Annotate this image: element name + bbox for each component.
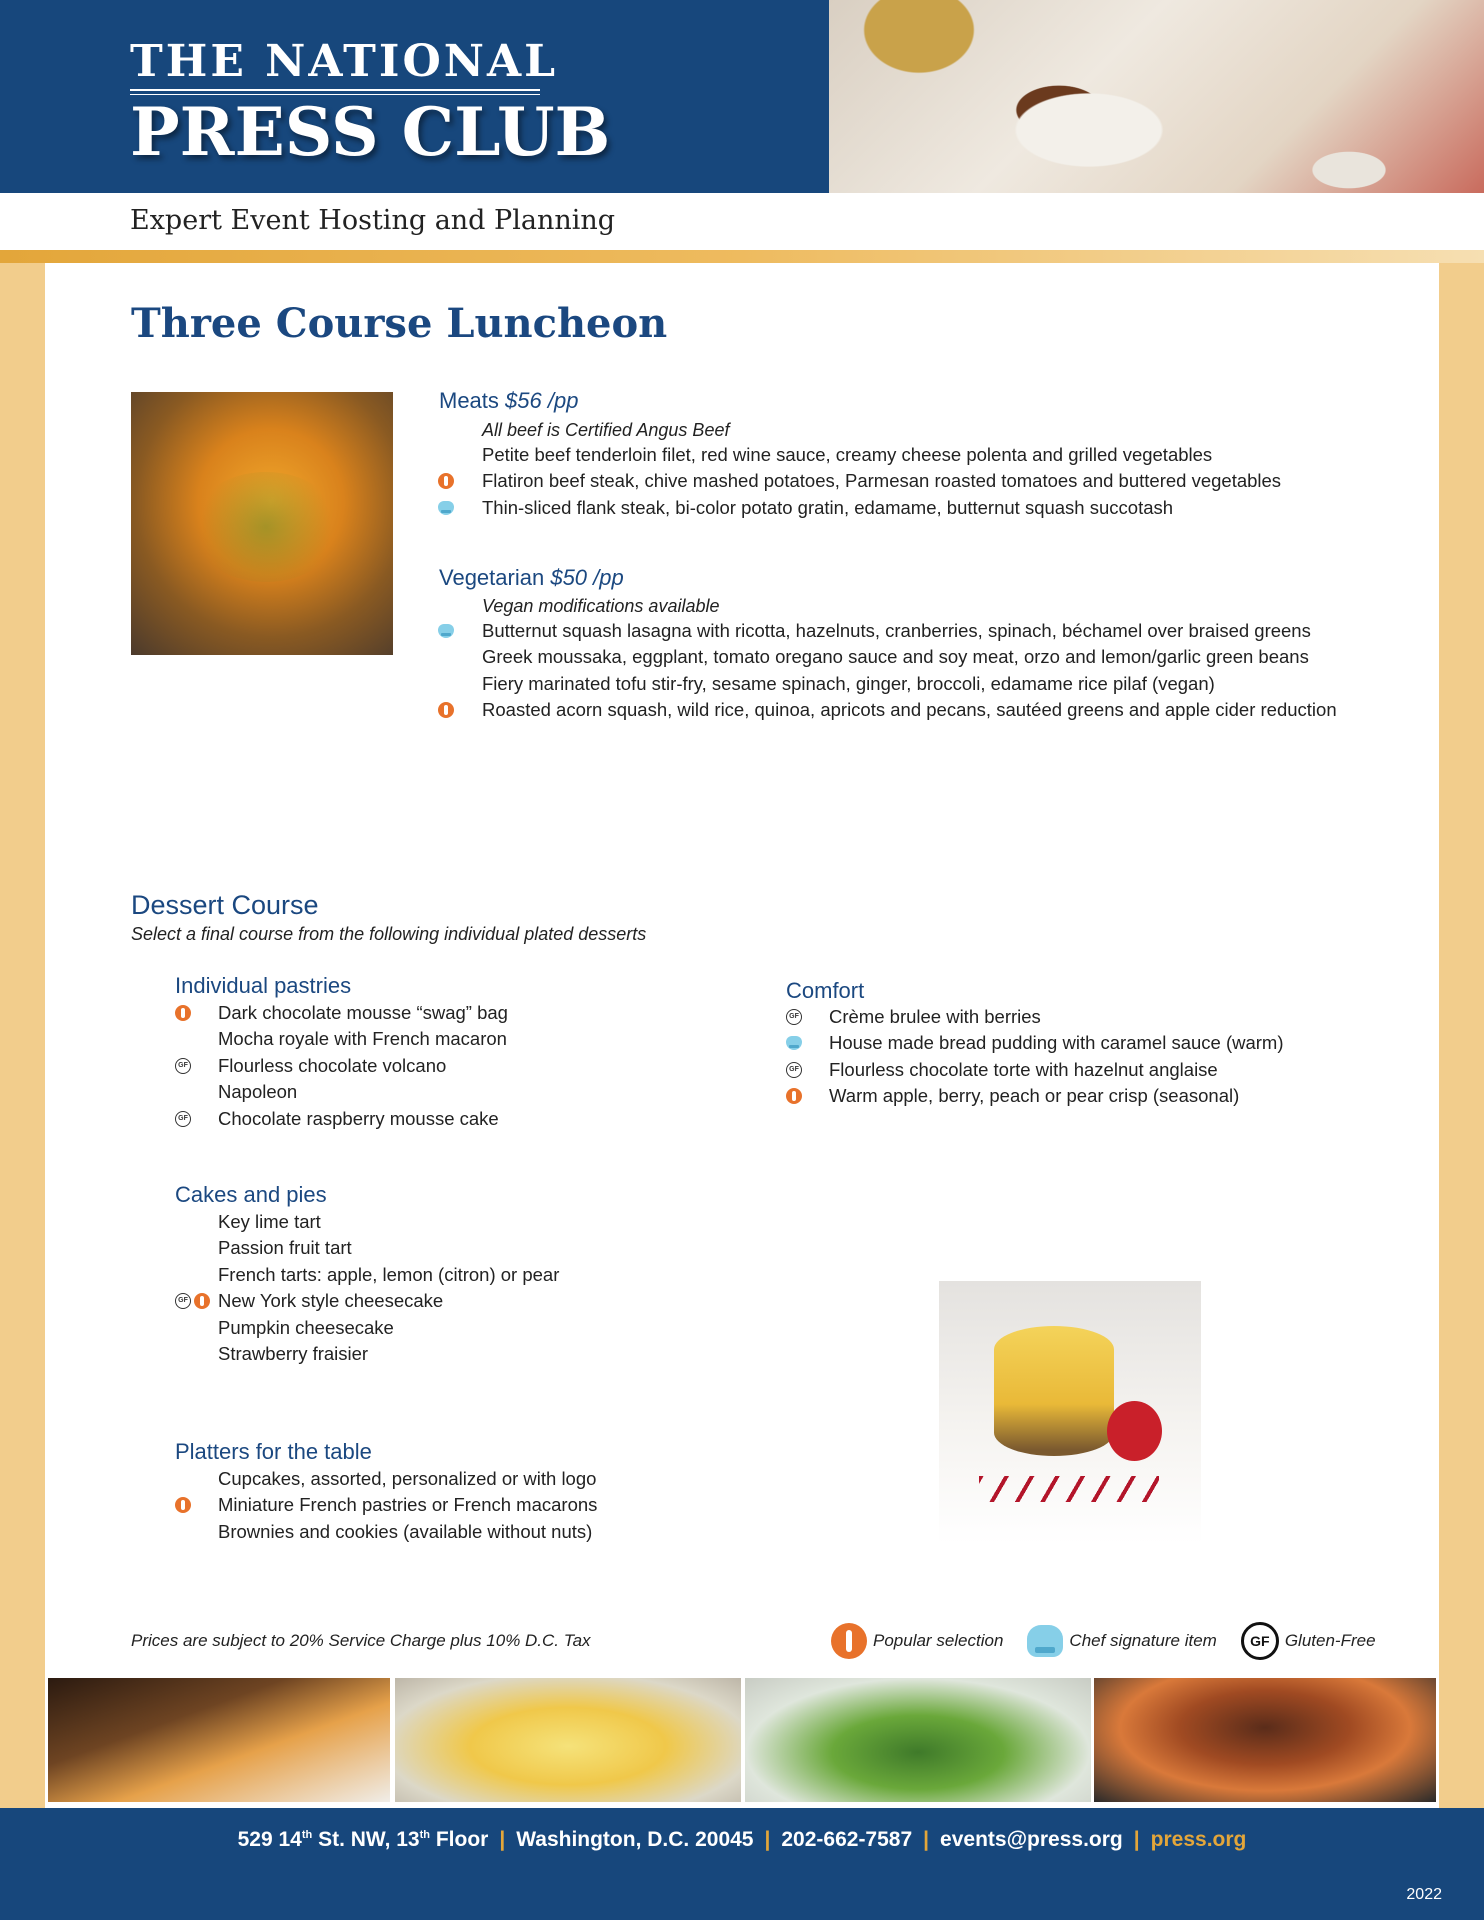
footer bbox=[0, 1808, 1484, 1920]
item-text: Greek moussaka, eggplant, tomato oregano sauce and soy meat, orzo and lemon/garlic green beans bbox=[482, 646, 1309, 668]
list-item bbox=[438, 495, 1281, 521]
vegetarian-title: Vegetarian bbox=[439, 565, 545, 590]
item-text: Mocha royale with French macaron bbox=[218, 1028, 507, 1050]
legend-gf-label: Gluten-Free bbox=[1284, 1631, 1376, 1650]
gluten-free-icon bbox=[786, 1009, 802, 1025]
strip-photo-pasta bbox=[395, 1678, 741, 1802]
item-text: Miniature French pastries or French macarons bbox=[218, 1494, 598, 1516]
chef-hat-icon bbox=[438, 501, 454, 515]
list-item bbox=[438, 618, 1337, 644]
list-item bbox=[175, 1466, 597, 1492]
list-item bbox=[786, 1083, 1284, 1109]
strip-photo-chicken bbox=[48, 1678, 390, 1802]
meats-note: All beef is Certified Angus Beef bbox=[482, 420, 730, 440]
chef-hat-icon bbox=[786, 1036, 802, 1050]
popular-selection-icon bbox=[438, 473, 454, 489]
dessert-heading: Dessert Course bbox=[131, 890, 319, 920]
header-dinner-photo bbox=[829, 0, 1484, 193]
tagline-bar bbox=[0, 193, 1484, 250]
list-item bbox=[175, 1341, 559, 1367]
city: Washington, D.C. 20045 bbox=[516, 1828, 754, 1851]
item-markers bbox=[438, 702, 454, 718]
item-text: Flatiron beef steak, chive mashed potatoes, Parmesan roasted tomatoes and buttered vegetables bbox=[482, 470, 1282, 492]
list-item bbox=[786, 1057, 1284, 1083]
item-text: New York style cheesecake bbox=[218, 1290, 444, 1312]
list-item bbox=[438, 468, 1281, 494]
item-text: Thin-sliced flank steak, bi-color potato gratin, edamame, butternut squash succotash bbox=[482, 496, 1174, 518]
item-text: Napoleon bbox=[218, 1081, 298, 1103]
comfort-list bbox=[786, 1004, 1284, 1110]
list-item bbox=[175, 1519, 597, 1545]
price-note: Prices are subject to 20% Service Charge plus 10% D.C. Tax bbox=[131, 1631, 591, 1650]
item-markers bbox=[175, 1497, 191, 1513]
item-text: Petite beef tenderloin filet, red wine sauce, creamy cheese polenta and grilled vegetables bbox=[482, 444, 1213, 465]
popular-selection-icon bbox=[194, 1293, 210, 1309]
item-text: Fiery marinated tofu stir-fry, sesame spinach, ginger, broccoli, edamame rice pilaf (vegan) bbox=[482, 672, 1215, 694]
separator: | bbox=[923, 1828, 930, 1851]
list-item bbox=[438, 671, 1337, 697]
tagline: Expert Event Hosting and Planning bbox=[130, 205, 616, 236]
vegetarian-heading bbox=[439, 565, 624, 591]
cheesecake-photo bbox=[939, 1281, 1201, 1544]
comfort-heading: Comfort bbox=[786, 978, 865, 1003]
meats-title: Meats bbox=[439, 388, 499, 413]
popular-selection-icon bbox=[438, 702, 454, 718]
strawberry-shape bbox=[1107, 1401, 1162, 1461]
list-item bbox=[786, 1004, 1284, 1030]
item-text: Pumpkin cheesecake bbox=[218, 1316, 394, 1338]
legend-chef bbox=[1027, 1625, 1216, 1657]
gluten-free-icon bbox=[175, 1111, 191, 1127]
popular-selection-icon bbox=[786, 1088, 802, 1104]
email-link[interactable]: events@press.org bbox=[940, 1828, 1123, 1851]
gluten-free-icon bbox=[175, 1293, 191, 1309]
icon-legend bbox=[831, 1621, 1376, 1661]
list-item bbox=[175, 1026, 508, 1052]
item-text: Key lime tart bbox=[218, 1211, 321, 1232]
sauce-drizzle bbox=[979, 1476, 1159, 1502]
list-item bbox=[175, 1000, 508, 1026]
popular-selection-icon bbox=[175, 1005, 191, 1021]
item-text: Flourless chocolate volcano bbox=[218, 1054, 447, 1076]
header-banner bbox=[0, 0, 1484, 193]
legend-popular bbox=[831, 1623, 1003, 1659]
page-title: Three Course Luncheon bbox=[131, 300, 668, 347]
item-text: Dark chocolate mousse “swag” bag bbox=[218, 1002, 508, 1023]
item-markers bbox=[786, 1035, 802, 1051]
item-text: Roasted acorn squash, wild rice, quinoa, apricots and pecans, sautéed greens and apple cider reduction bbox=[482, 699, 1337, 721]
individual-pastries-list bbox=[175, 1000, 508, 1132]
cakes-and-pies-list bbox=[175, 1209, 559, 1367]
item-text: Chocolate raspberry mousse cake bbox=[218, 1107, 499, 1129]
list-item bbox=[175, 1106, 508, 1132]
list-item bbox=[175, 1315, 559, 1341]
item-text: Butternut squash lasagna with ricotta, hazelnuts, cranberries, spinach, béchamel over braised greens bbox=[482, 620, 1311, 641]
item-markers bbox=[786, 1088, 802, 1104]
footer-contact bbox=[0, 1828, 1484, 1852]
list-item bbox=[438, 697, 1337, 723]
item-markers bbox=[438, 623, 454, 639]
list-item bbox=[175, 1235, 559, 1261]
separator: | bbox=[764, 1828, 771, 1851]
vegetarian-list bbox=[438, 618, 1337, 724]
item-text: Warm apple, berry, peach or pear crisp (seasonal) bbox=[829, 1085, 1240, 1107]
item-markers bbox=[175, 1293, 210, 1309]
legend-popular-label: Popular selection bbox=[873, 1631, 1004, 1650]
floor-suffix: th bbox=[419, 1829, 430, 1841]
item-text: Passion fruit tart bbox=[218, 1237, 352, 1259]
item-markers bbox=[786, 1009, 802, 1025]
pasta-photo bbox=[131, 392, 393, 655]
item-markers bbox=[438, 500, 454, 516]
item-markers bbox=[175, 1058, 191, 1074]
individual-pastries-heading: Individual pastries bbox=[175, 973, 352, 998]
press-club-logo[interactable] bbox=[130, 36, 611, 171]
meats-heading bbox=[439, 388, 578, 414]
year: 2022 bbox=[1406, 1886, 1442, 1903]
website-link[interactable]: press.org bbox=[1150, 1828, 1247, 1851]
list-item bbox=[175, 1262, 559, 1288]
popular-selection-icon bbox=[831, 1623, 867, 1659]
item-text: French tarts: apple, lemon (citron) or pear bbox=[218, 1263, 560, 1285]
item-markers bbox=[438, 473, 454, 489]
item-markers bbox=[175, 1111, 191, 1127]
address bbox=[238, 1828, 489, 1851]
dessert-subtitle: Select a final course from the following individual plated desserts bbox=[131, 924, 647, 944]
street-name: St. NW, 13 bbox=[312, 1828, 420, 1851]
item-text: House made bread pudding with caramel sauce (warm) bbox=[829, 1032, 1284, 1054]
street-number: 529 14 bbox=[237, 1828, 302, 1851]
legend-chef-label: Chef signature item bbox=[1069, 1631, 1217, 1650]
logo-line-1: THE NATIONAL bbox=[130, 36, 559, 87]
separator: | bbox=[1133, 1828, 1140, 1851]
vegetarian-price: $50 /pp bbox=[550, 565, 624, 590]
floor-label: Floor bbox=[430, 1828, 489, 1851]
cheesecake-shape bbox=[994, 1326, 1114, 1456]
gold-divider bbox=[0, 250, 1484, 263]
gluten-free-icon bbox=[175, 1058, 191, 1074]
chef-hat-icon bbox=[1027, 1625, 1063, 1657]
list-item bbox=[175, 1492, 597, 1518]
legend-gluten-free bbox=[1241, 1622, 1376, 1660]
list-item bbox=[175, 1288, 559, 1314]
gluten-free-icon bbox=[786, 1062, 802, 1078]
chef-hat-icon bbox=[438, 624, 454, 638]
item-text: Strawberry fraisier bbox=[218, 1342, 369, 1364]
list-item bbox=[438, 644, 1337, 670]
item-text: Flourless chocolate torte with hazelnut anglaise bbox=[829, 1058, 1218, 1080]
separator: | bbox=[499, 1828, 506, 1851]
platters-list bbox=[175, 1466, 597, 1545]
item-text: Cupcakes, assorted, personalized or with logo bbox=[218, 1468, 597, 1489]
platters-heading: Platters for the table bbox=[175, 1439, 372, 1464]
vegetarian-note: Vegan modifications available bbox=[482, 596, 720, 616]
list-item bbox=[438, 442, 1281, 468]
meats-price: $56 /pp bbox=[505, 388, 579, 413]
list-item bbox=[175, 1053, 508, 1079]
street-suffix: th bbox=[301, 1829, 313, 1841]
gluten-free-icon: GF bbox=[1241, 1622, 1279, 1660]
item-text: Crème brulee with berries bbox=[829, 1006, 1041, 1027]
item-markers bbox=[175, 1005, 191, 1021]
item-markers bbox=[786, 1062, 802, 1078]
strip-photo-steak bbox=[1094, 1678, 1436, 1802]
popular-selection-icon bbox=[175, 1497, 191, 1513]
logo-line-2: PRESS CLUB bbox=[130, 93, 611, 171]
item-text: Brownies and cookies (available without nuts) bbox=[218, 1520, 593, 1542]
meats-list bbox=[438, 442, 1281, 521]
list-item bbox=[175, 1209, 559, 1235]
strip-photo-salad bbox=[745, 1678, 1091, 1802]
cakes-and-pies-heading: Cakes and pies bbox=[175, 1182, 327, 1207]
list-item bbox=[175, 1079, 508, 1105]
phone-link[interactable]: 202-662-7587 bbox=[781, 1828, 913, 1851]
list-item bbox=[786, 1030, 1284, 1056]
